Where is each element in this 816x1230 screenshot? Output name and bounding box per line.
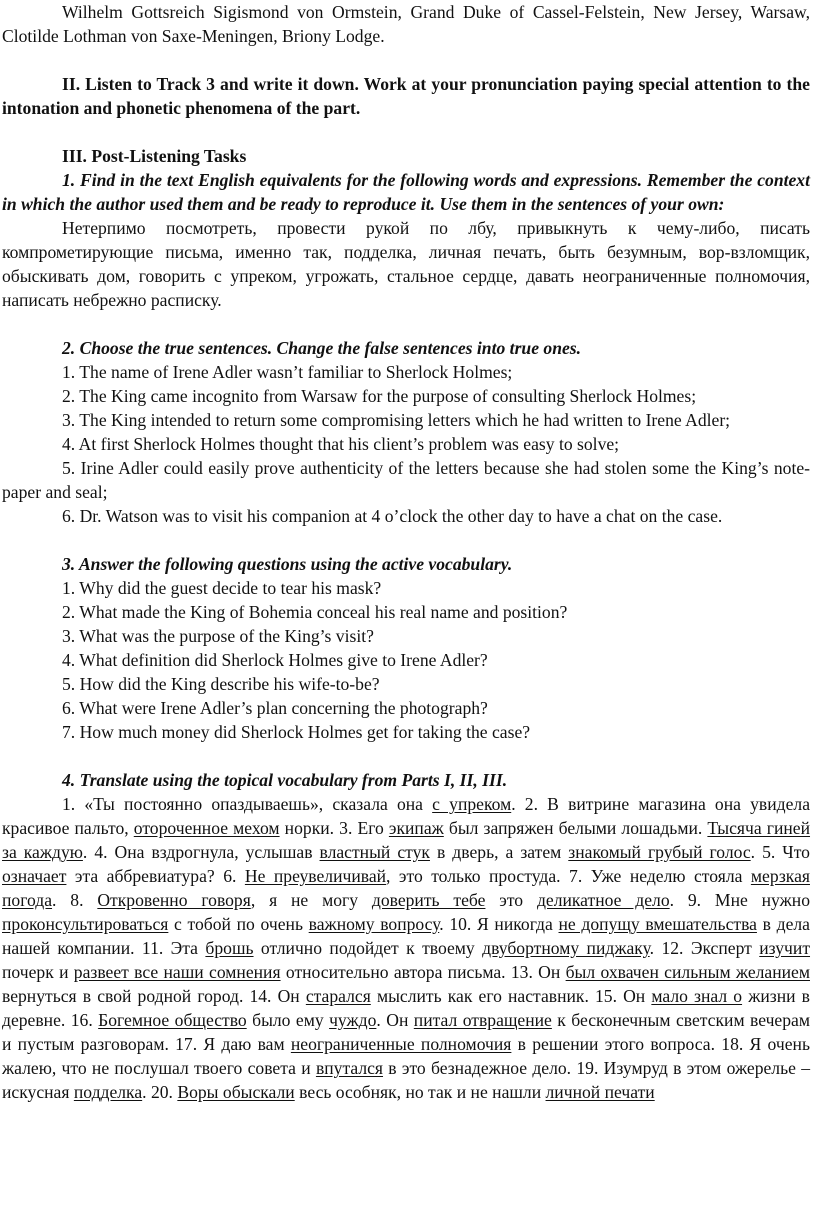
task3-item-3: 3. What was the purpose of the King’s visit? — [62, 626, 374, 646]
text-run: . 10. Я никогда — [439, 914, 559, 934]
task1-title: 1. Find in the text English equivalents for the following words and expressions. Remember the context in which the author used them and be ready to reproduce it. Use them in the sentences of your own: — [2, 170, 810, 214]
task2-item-2: 2. The King came incognito from Warsaw for the purpose of consulting Sherlock Holmes; — [62, 386, 697, 406]
task1-words: Нетерпимо посмотреть, провести рукой по лбу, привыкнуть к чему-либо, писать компрометирующие письма, именно так, подделка, личная печать, быть безумным, вор-взломщик, обыскивать дом, говорить с упреком, угрожать, стальное сердце, давать неограниченные полномочия, написать небрежно расписку. — [2, 218, 810, 310]
text-run: . Он — [376, 1010, 414, 1030]
task2-item-6: 6. Dr. Watson was to visit his companion at 4 o’clock the other day to have a chat on the case. — [62, 506, 723, 526]
task2-title: 2. Choose the true sentences. Change the false sentences into true ones. — [62, 338, 582, 358]
task4-translation-body — [2, 792, 810, 1104]
section2-heading: II. Listen to Track 3 and write it down. Work at your pronunciation paying special attention to the intonation and phonetic phenomena of the part. — [2, 74, 810, 118]
vocab-phrase: двубортному пиджаку — [482, 938, 650, 958]
text-run: мыслить как его наставник. 15. Он — [370, 986, 652, 1006]
vocab-phrase: старался — [305, 986, 371, 1006]
vocab-phrase: знакомый грубый голос — [568, 842, 751, 862]
vocab-phrase: означает — [2, 866, 67, 886]
text-run: 1. «Ты постоянно опаздываешь», сказала она — [62, 794, 433, 814]
text-run: , я не могу — [250, 890, 372, 910]
text-run: . 8. — [52, 890, 98, 910]
text-run: жизни в деревне. 16. — [2, 986, 810, 1030]
vocab-phrase: развеет все наши сомнения — [73, 962, 281, 982]
intro-paragraph: Wilhelm Gottsreich Sigismond von Ormstein, Grand Duke of Cassel-Felstein, New Jersey, Warsaw, Clotilde Lothman von Saxe-Meningen, Briony Lodge. — [2, 2, 810, 46]
vocab-phrase: проконсультироваться — [2, 914, 169, 934]
vocab-phrase: чуждо — [329, 1010, 377, 1030]
task3-item-1: 1. Why did the guest decide to tear his mask? — [62, 578, 382, 598]
text-run: был запряжен белыми лошадьми. — [443, 818, 708, 838]
vocab-phrase: изучит — [759, 938, 811, 958]
text-run: в решении этого вопроса. 18. Я очень жалею, что не послушал твоего совета и — [2, 1034, 810, 1078]
text-run: вернуться в свой родной город. 14. Он — [2, 986, 306, 1006]
text-run: . 12. Эксперт — [649, 938, 760, 958]
vocab-phrase: властный стук — [319, 842, 430, 862]
vocab-phrase: брошь — [205, 938, 254, 958]
task3-item-2: 2. What made the King of Bohemia conceal his real name and position? — [62, 602, 568, 622]
vocab-phrase: Богемное общество — [98, 1010, 247, 1030]
spacer — [2, 48, 810, 72]
text-run: норки. 3. Его — [279, 818, 389, 838]
vocab-phrase: подделка — [73, 1082, 143, 1102]
vocab-phrase: Откровенно говоря — [97, 890, 251, 910]
text-run: . 4. Она вздрогнула, услышав — [82, 842, 320, 862]
spacer — [2, 120, 810, 144]
spacer — [2, 744, 810, 768]
vocab-phrase: впутался — [315, 1058, 384, 1078]
task2-item-1: 1. The name of Irene Adler wasn’t familiar to Sherlock Holmes; — [62, 362, 513, 382]
text-run: . 20. — [142, 1082, 178, 1102]
vocab-phrase: Тысяча гиней за каждую — [2, 818, 811, 862]
text-run: это — [485, 890, 537, 910]
text-run: в дела нашей компании. 11. Эта — [2, 914, 810, 958]
task3-item-5: 5. How did the King describe his wife-to-be? — [62, 674, 380, 694]
spacer — [2, 528, 810, 552]
vocab-phrase: Воры обыскали — [177, 1082, 295, 1102]
text-run: относительно автора письма. 13. Он — [280, 962, 566, 982]
text-run: было ему — [246, 1010, 330, 1030]
task2-item-4: 4. At first Sherlock Holmes thought that his client’s problem was easy to solve; — [62, 434, 620, 454]
vocab-phrase: неограниченные полномочия — [290, 1034, 512, 1054]
text-run: , это только простуда. 7. Уже неделю стояла — [386, 866, 751, 886]
vocab-phrase: мерзкая погода — [2, 866, 810, 910]
text-run: эта аббревиатура? 6. — [66, 866, 245, 886]
text-run: с тобой по очень — [168, 914, 309, 934]
vocab-phrase: доверить тебе — [371, 890, 486, 910]
text-run: почерк и — [2, 962, 74, 982]
task2-item-5: 5. Irine Adler could easily prove authenticity of the letters because she had stolen some the King’s note-paper and seal; — [2, 458, 810, 502]
task3-item-7: 7. How much money did Sherlock Holmes get for taking the case? — [62, 722, 531, 742]
vocab-phrase: важному вопросу — [308, 914, 440, 934]
vocab-phrase: был охвачен сильным желанием — [565, 962, 810, 982]
task4-title: 4. Translate using the topical vocabulary from Parts I, II, III. — [62, 770, 508, 790]
text-run: . 9. Мне нужно — [669, 890, 810, 910]
text-run: в дверь, а затем — [429, 842, 569, 862]
text-run: в это безнадежное дело. 19. Изумруд в этом ожерелье – искусная — [2, 1058, 810, 1102]
vocab-phrase: отороченное мехом — [133, 818, 280, 838]
section3-heading: III. Post-Listening Tasks — [62, 146, 247, 166]
task2-item-3: 3. The King intended to return some compromising letters which he had written to Irene Adler; — [62, 410, 731, 430]
task3-title: 3. Answer the following questions using the active vocabulary. — [62, 554, 513, 574]
text-run: отлично подойдет к твоему — [253, 938, 483, 958]
spacer — [2, 312, 810, 336]
text-run: весь особняк, но так и не нашли — [294, 1082, 546, 1102]
task3-item-6: 6. What were Irene Adler’s plan concerning the photograph? — [62, 698, 488, 718]
vocab-phrase: мало знал о — [651, 986, 743, 1006]
vocab-phrase: деликатное дело — [536, 890, 670, 910]
vocab-phrase: личной печати — [545, 1082, 655, 1102]
vocab-phrase: с упреком — [432, 794, 512, 814]
text-run: к бесконечным светским вечерам и пустым разговорам. 17. Я даю вам — [2, 1010, 810, 1054]
task3-item-4: 4. What definition did Sherlock Holmes give to Irene Adler? — [62, 650, 488, 670]
vocab-phrase: питал отвращение — [413, 1010, 552, 1030]
text-run: . 2. В витрине магазина она увидела красивое пальто, — [2, 794, 811, 838]
vocab-phrase: экипаж — [388, 818, 444, 838]
vocab-phrase: Не преувеличивай — [244, 866, 387, 886]
vocab-phrase: не допущу вмешательства — [558, 914, 757, 934]
text-run: . 5. Что — [750, 842, 810, 862]
